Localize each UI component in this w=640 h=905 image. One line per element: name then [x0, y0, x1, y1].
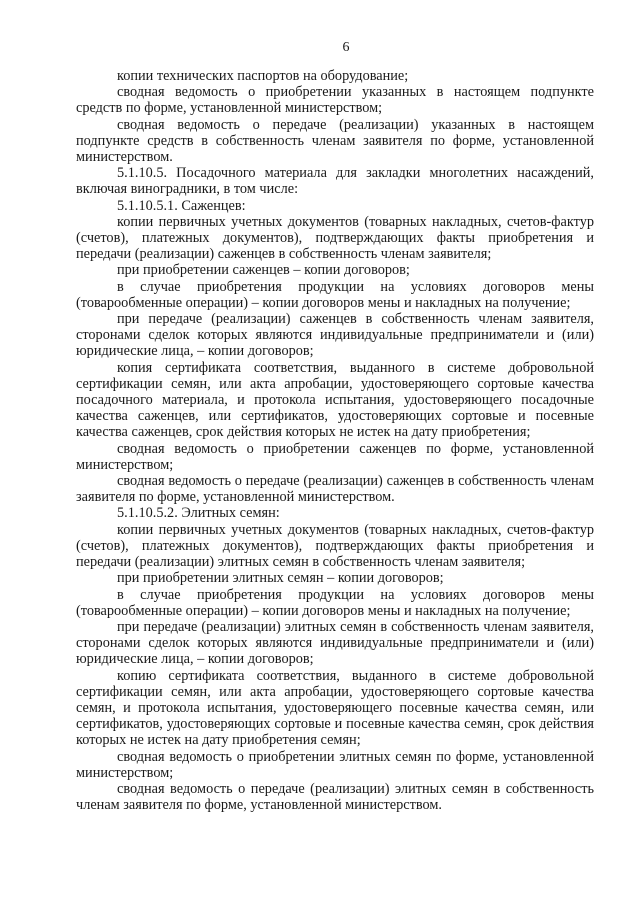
- paragraph: копия сертификата соответствия, выданного в системе добровольной сертификации семян, или акта апробации, удостоверяющего сортовые качества посадочного материала, и протокола испытания, удостоверяющего посадочные качества саженцев, или сертификатов, удостоверяющих сортовые и посевные качества саженцев, срок действия которых не истек на дату приобретения;: [76, 359, 594, 441]
- document-body: [76, 68, 594, 813]
- paragraph: копии первичных учетных документов (товарных накладных, счетов-фактур (счетов), платежных документов), подтверждающих факты приобретения и передачи (реализации) элитных семян в собственность членам заявителя;: [76, 521, 594, 571]
- paragraph: копию сертификата соответствия, выданного в системе добровольной сертификации семян, или акта апробации, удостоверяющего сортовые качества семян, и протокола испытания, удостоверяющего посевные качества семян, или сертификатов, удостоверяющих сортовые и посевные качества семян, срок действия которых не истек на дату приобретения семян;: [76, 667, 594, 749]
- paragraph: копии первичных учетных документов (товарных накладных, счетов-фактур (счетов), платежных документов), подтверждающих факты приобретения и передачи (реализации) саженцев в собственность членам заявителя;: [76, 213, 594, 263]
- paragraph: сводная ведомость о приобретении элитных семян по форме, установленной министерством;: [76, 748, 594, 781]
- paragraph: в случае приобретения продукции на условиях договоров мены (товарообменные операции) – копии договоров мены и накладных на получение;: [76, 278, 594, 311]
- paragraph: копии технических паспортов на оборудование;: [117, 68, 409, 84]
- paragraph: сводная ведомость о передаче (реализации) саженцев в собственность членам заявителя по форме, установленной министерством.: [76, 473, 594, 506]
- paragraph: 5.1.10.5.2. Элитных семян:: [117, 505, 280, 522]
- page-number: 6: [342, 40, 350, 55]
- paragraph: при приобретении саженцев – копии договоров;: [117, 262, 410, 279]
- paragraph: при передаче (реализации) саженцев в собственность членам заявителя, сторонами сделок которых являются индивидуальные предприниматели и (или) юридические лица, – копии договоров;: [76, 311, 594, 360]
- paragraph: сводная ведомость о передаче (реализации) элитных семян в собственность членам заявителя по форме, установленной министерством.: [76, 780, 594, 814]
- paragraph: 5.1.10.5.1. Саженцев:: [117, 197, 246, 214]
- paragraph: 5.1.10.5. Посадочного материала для закладки многолетних насаждений, включая виноградники, в том числе:: [76, 165, 594, 198]
- paragraph: при приобретении элитных семян – копии договоров;: [117, 570, 444, 587]
- paragraph: при передаче (реализации) элитных семян в собственность членам заявителя, сторонами сделок которых являются индивидуальные предприниматели и (или) юридические лица, – копии договоров;: [76, 618, 594, 668]
- paragraph: сводная ведомость о приобретении указанных в настоящем подпункте средств по форме, установленной министерством;: [76, 84, 594, 117]
- paragraph: в случае приобретения продукции на условиях договоров мены (товарообменные операции) – копии договоров мены и накладных на получение;: [76, 586, 594, 619]
- paragraph: сводная ведомость о приобретении саженцев по форме, установленной министерством;: [76, 440, 594, 473]
- paragraph: сводная ведомость о передаче (реализации) указанных в настоящем подпункте средств в собственность членам заявителя по форме, установленной министерством.: [76, 116, 594, 166]
